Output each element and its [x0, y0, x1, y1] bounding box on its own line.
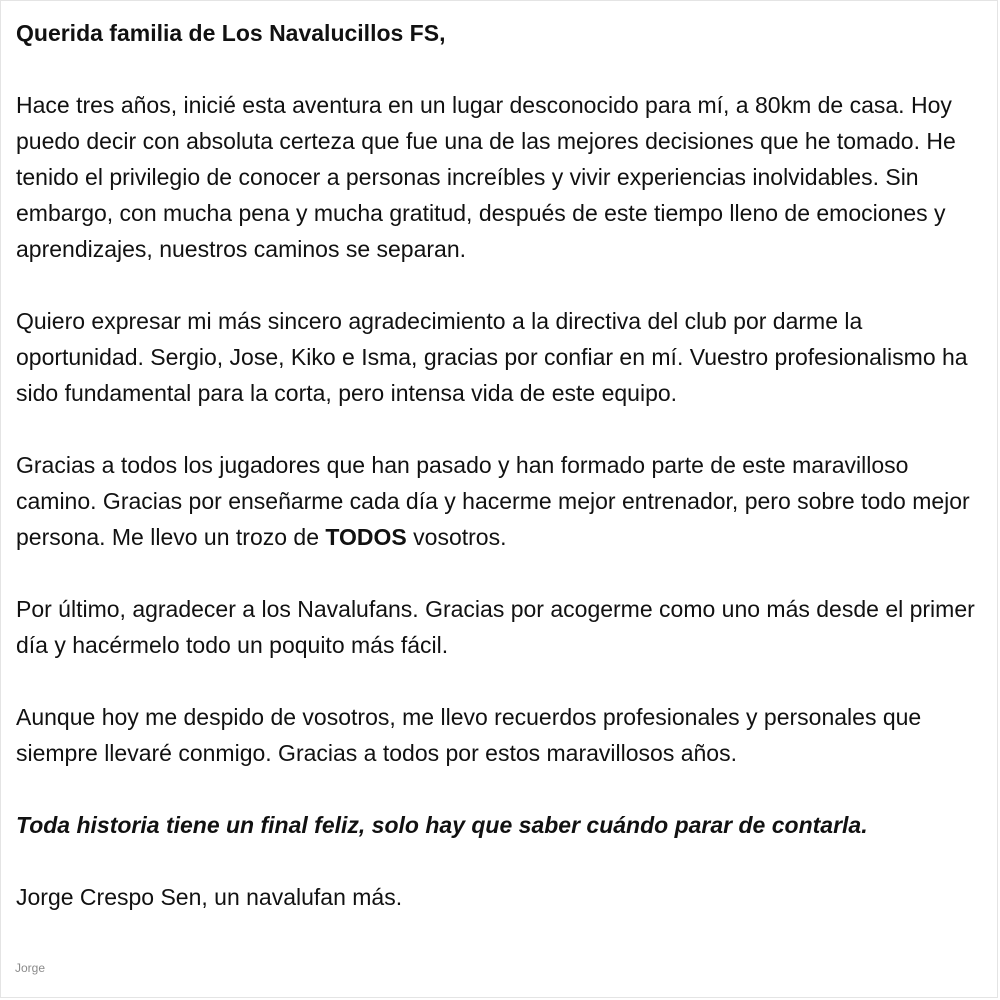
- paragraph-board-thanks: Quiero expresar mi más sincero agradecimiento a la directiva del club por darme la oportunidad. Sergio, Jose, Kiko e Isma, gracias por confiar en mí. Vuestro profesionalismo ha sido fundamental para la corta, pero intensa vida de este equipo.: [16, 308, 968, 406]
- paragraph-fans-thanks: Por último, agradecer a los Navalufans. Gracias por acogerme como uno más desde el primer día y hacérmelo todo un poquito más fácil.: [16, 596, 975, 658]
- letter-greeting: Querida familia de Los Navalucillos FS,: [16, 20, 446, 46]
- paragraph-players-text: Gracias a todos los jugadores que han pasado y han formado parte de este maravilloso camino. Gracias por enseñarme cada día y hacerme mejor entrenador, pero sobre todo mejor persona. Me llevo un trozo de: [16, 452, 970, 550]
- paragraph-players-thanks: [16, 447, 991, 555]
- paragraph-players-end: vosotros.: [406, 524, 507, 550]
- signature: Jorge Crespo Sen, un navalufan más.: [16, 884, 403, 910]
- closing-quote: Toda historia tiene un final feliz, solo hay que saber cuándo parar de contarla.: [16, 812, 868, 838]
- paragraph-intro: Hace tres años, inicié esta aventura en un lugar desconocido para mí, a 80km de casa. Hoy puedo decir con absoluta certeza que fue una de las mejores decisiones que he tomado. He tenido el privilegio de conocer a personas increíbles y vivir experiencias inolvidables. Sin embargo, con mucha pena y mucha gratitud, después de este tiempo lleno de emociones y aprendizajes, nuestros caminos se separan.: [16, 92, 956, 262]
- author-label: Jorge: [15, 961, 46, 975]
- emphasis-todos: TODOS: [325, 524, 407, 550]
- paragraph-farewell: Aunque hoy me despido de vosotros, me llevo recuerdos profesionales y personales que siempre llevaré conmigo. Gracias a todos por estos maravillosos años.: [16, 704, 922, 766]
- letter-body: [16, 15, 991, 915]
